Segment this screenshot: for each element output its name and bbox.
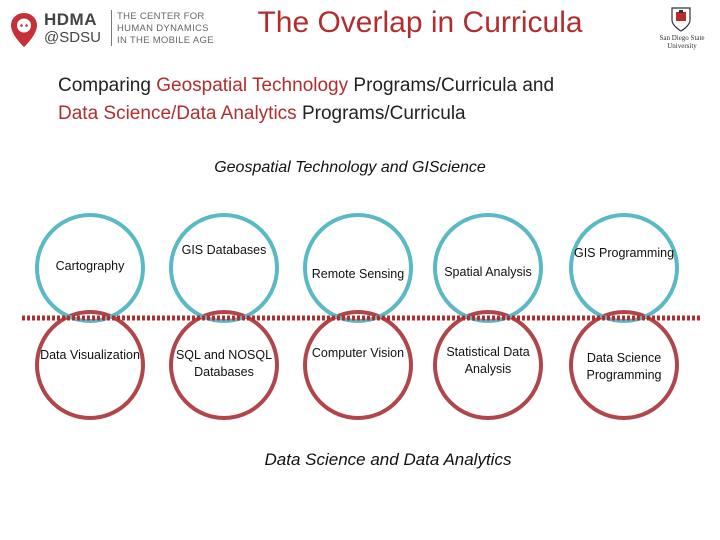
subtitle-text: Programs/Curricula and: [348, 75, 555, 96]
geospatial-circle-label: Cartography: [55, 259, 125, 273]
geospatial-circle-label: Spatial Analysis: [444, 265, 532, 279]
sdsu-wordmark-line: San Diego State: [659, 34, 705, 42]
geospatial-circle-label: GIS Databases: [181, 243, 267, 257]
data-science-circle: [37, 312, 143, 418]
sdsu-wordmark-line: University: [667, 42, 697, 50]
tagline-line: HUMAN DYNAMICS: [117, 23, 209, 34]
page-title: The Overlap in Curricula: [257, 6, 583, 39]
tagline-line: THE CENTER FOR: [117, 11, 205, 22]
data-science-circle: [305, 312, 411, 418]
hdma-logo-sub: @SDSU: [44, 29, 101, 46]
hdma-logo-main: HDMA: [44, 10, 97, 29]
data-science-circle-label: Computer Vision: [311, 346, 405, 360]
geospatial-circle: [171, 215, 277, 321]
data-science-circle-label: Data Science Programming: [586, 351, 662, 382]
data-science-circle-label: Data Visualization: [40, 348, 140, 362]
geospatial-circle-label: GIS Programming: [573, 246, 675, 260]
top-group-label: Geospatial Technology and GIScience: [214, 159, 486, 176]
data-science-circle-label: Statistical Data Analysis: [446, 345, 530, 376]
geospatial-circle: [571, 215, 677, 321]
subtitle-highlight-data-science: Data Science/Data Analytics: [58, 103, 297, 124]
subtitle-text: Programs/Curricula: [296, 103, 466, 124]
subtitle-text: Comparing: [58, 75, 157, 96]
geospatial-circle-label: Remote Sensing: [311, 267, 405, 281]
data-science-circle-label: SQL and NOSQL Databases: [175, 348, 273, 379]
tagline-line: IN THE MOBILE AGE: [117, 35, 214, 46]
subtitle-highlight-geospatial: Geospatial Technology: [156, 75, 349, 96]
bottom-group-label: Data Science and Data Analytics: [264, 450, 512, 469]
